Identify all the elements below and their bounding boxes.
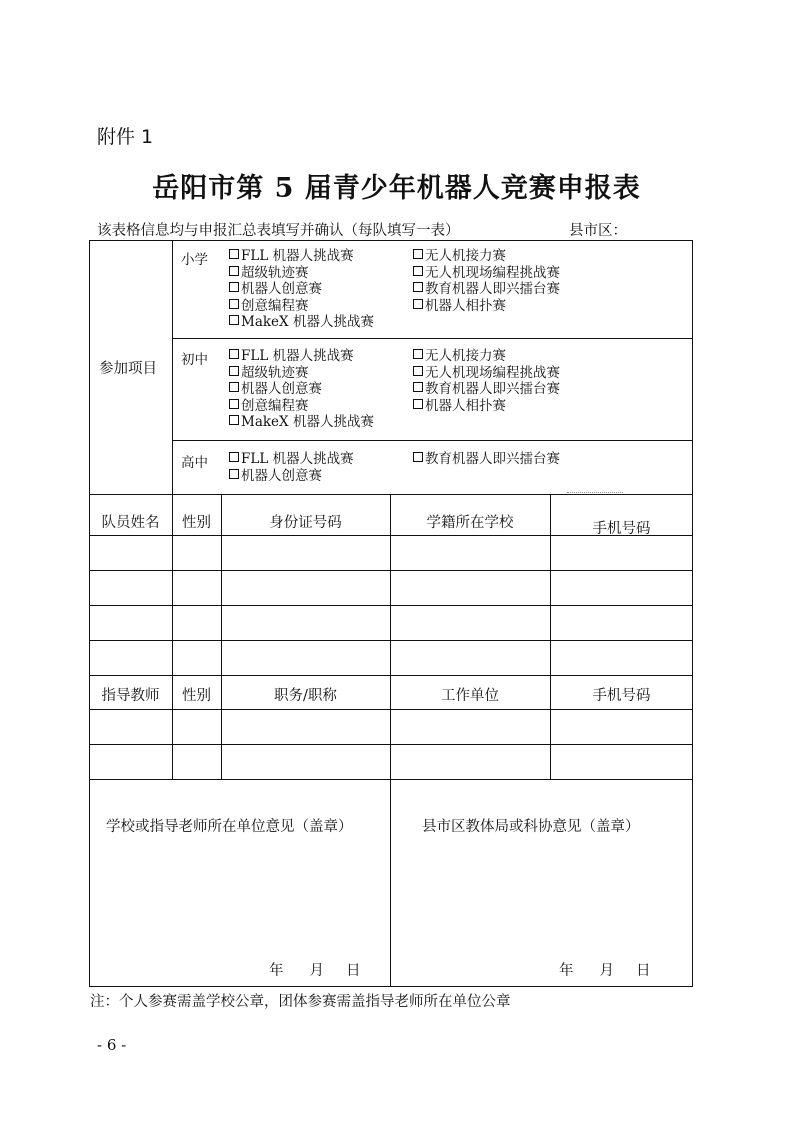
checkbox-option[interactable]: 无人机现场编程挑战赛 [413, 365, 560, 382]
divider [89, 675, 693, 676]
checkbox-icon[interactable] [229, 249, 239, 259]
school-date: 年 月 日 [269, 963, 361, 979]
checkbox-icon[interactable] [413, 282, 423, 292]
checkbox-option[interactable]: 超级轨迹赛 [229, 365, 374, 382]
divider [89, 779, 693, 780]
member-row-4[interactable] [90, 641, 692, 675]
member-row-2[interactable] [90, 571, 692, 605]
level-primary: 小学 [181, 252, 208, 268]
divider [172, 240, 173, 494]
header-teacher-unit: 工作单位 [441, 688, 499, 704]
header-teacher-gender: 性别 [182, 688, 211, 704]
member-row-1[interactable] [90, 536, 692, 570]
checkbox-icon[interactable] [229, 282, 239, 292]
checkbox-option[interactable]: 机器人创意赛 [229, 468, 354, 485]
checkbox-option[interactable]: 创意编程赛 [229, 298, 374, 315]
checkbox-icon[interactable] [229, 452, 239, 462]
page-title: 岳阳市第 5 届青少年机器人竞赛申报表 [152, 173, 641, 204]
member-row-3[interactable] [90, 606, 692, 640]
checkbox-option[interactable]: 机器人相扑赛 [413, 298, 560, 315]
divider [172, 440, 693, 441]
middle-col2 [413, 348, 560, 414]
primary-col2 [413, 248, 560, 314]
county-label: 县市区： [569, 223, 627, 239]
primary-col1 [229, 248, 374, 331]
checkbox-option[interactable]: 机器人相扑赛 [413, 398, 560, 415]
bureau-opinion-label: 县市区教体局或科协意见（盖章） [422, 819, 640, 835]
header-teacher-title: 职务/职称 [274, 688, 337, 704]
checkbox-option[interactable]: FLL 机器人挑战赛 [229, 348, 374, 365]
checkbox-icon[interactable] [413, 366, 423, 376]
checkbox-icon[interactable] [229, 469, 239, 479]
teacher-row-1[interactable] [90, 710, 692, 744]
checkbox-option[interactable]: 创意编程赛 [229, 398, 374, 415]
application-form [89, 240, 693, 987]
checkbox-option[interactable]: 教育机器人即兴擂台赛 [413, 451, 560, 468]
projects-label: 参加项目 [99, 361, 157, 377]
divider [172, 338, 693, 339]
checkbox-option[interactable]: 无人机接力赛 [413, 348, 560, 365]
checkbox-icon[interactable] [413, 249, 423, 259]
checkbox-option[interactable]: 机器人创意赛 [229, 381, 374, 398]
checkbox-icon[interactable] [229, 315, 239, 325]
checkbox-option[interactable]: FLL 机器人挑战赛 [229, 248, 374, 265]
checkbox-icon[interactable] [413, 266, 423, 276]
checkbox-icon[interactable] [413, 382, 423, 392]
checkbox-option[interactable]: MakeX 机器人挑战赛 [229, 314, 374, 331]
high-col2 [413, 451, 560, 468]
checkbox-icon[interactable] [229, 399, 239, 409]
checkbox-icon[interactable] [229, 299, 239, 309]
checkbox-icon[interactable] [229, 366, 239, 376]
footer-note: 注：个人参赛需盖学校公章，团体参赛需盖指导老师所在单位公章 [90, 994, 511, 1010]
checkbox-icon[interactable] [229, 266, 239, 276]
checkbox-option[interactable]: 教育机器人即兴擂台赛 [413, 381, 560, 398]
checkbox-icon[interactable] [413, 299, 423, 309]
header-member-id: 身份证号码 [269, 515, 342, 531]
header-teacher-name: 指导教师 [101, 688, 160, 704]
checkbox-option[interactable]: MakeX 机器人挑战赛 [229, 414, 374, 431]
header-member-phone: 手机号码 [592, 521, 651, 537]
checkbox-icon[interactable] [229, 382, 239, 392]
level-middle: 初中 [181, 352, 208, 368]
form-subtitle: 该表格信息均与申报汇总表填写并确认（每队填写一表） [97, 223, 460, 239]
header-teacher-phone: 手机号码 [592, 688, 651, 704]
teacher-row-2[interactable] [90, 745, 692, 779]
bureau-date: 年 月 日 [559, 963, 651, 979]
checkbox-option[interactable]: 机器人创意赛 [229, 281, 374, 298]
faint-marks [567, 492, 623, 497]
header-member-school: 学籍所在学校 [426, 515, 514, 531]
checkbox-icon[interactable] [413, 452, 423, 462]
checkbox-icon[interactable] [229, 415, 239, 425]
page-number: - 6 - [97, 1036, 127, 1054]
checkbox-option[interactable]: 无人机现场编程挑战赛 [413, 265, 560, 282]
checkbox-icon[interactable] [229, 349, 239, 359]
checkbox-option[interactable]: 超级轨迹赛 [229, 265, 374, 282]
header-member-gender: 性别 [182, 515, 211, 531]
checkbox-icon[interactable] [413, 349, 423, 359]
checkbox-option[interactable]: 教育机器人即兴擂台赛 [413, 281, 560, 298]
school-opinion-label: 学校或指导老师所在单位意见（盖章） [106, 819, 353, 835]
middle-col1 [229, 348, 374, 431]
attachment-label: 附件 1 [97, 126, 154, 148]
checkbox-option[interactable]: FLL 机器人挑战赛 [229, 451, 354, 468]
checkbox-option[interactable]: 无人机接力赛 [413, 248, 560, 265]
level-high: 高中 [181, 455, 208, 471]
checkbox-icon[interactable] [413, 399, 423, 409]
header-member-name: 队员姓名 [101, 515, 160, 531]
high-col1 [229, 451, 354, 484]
